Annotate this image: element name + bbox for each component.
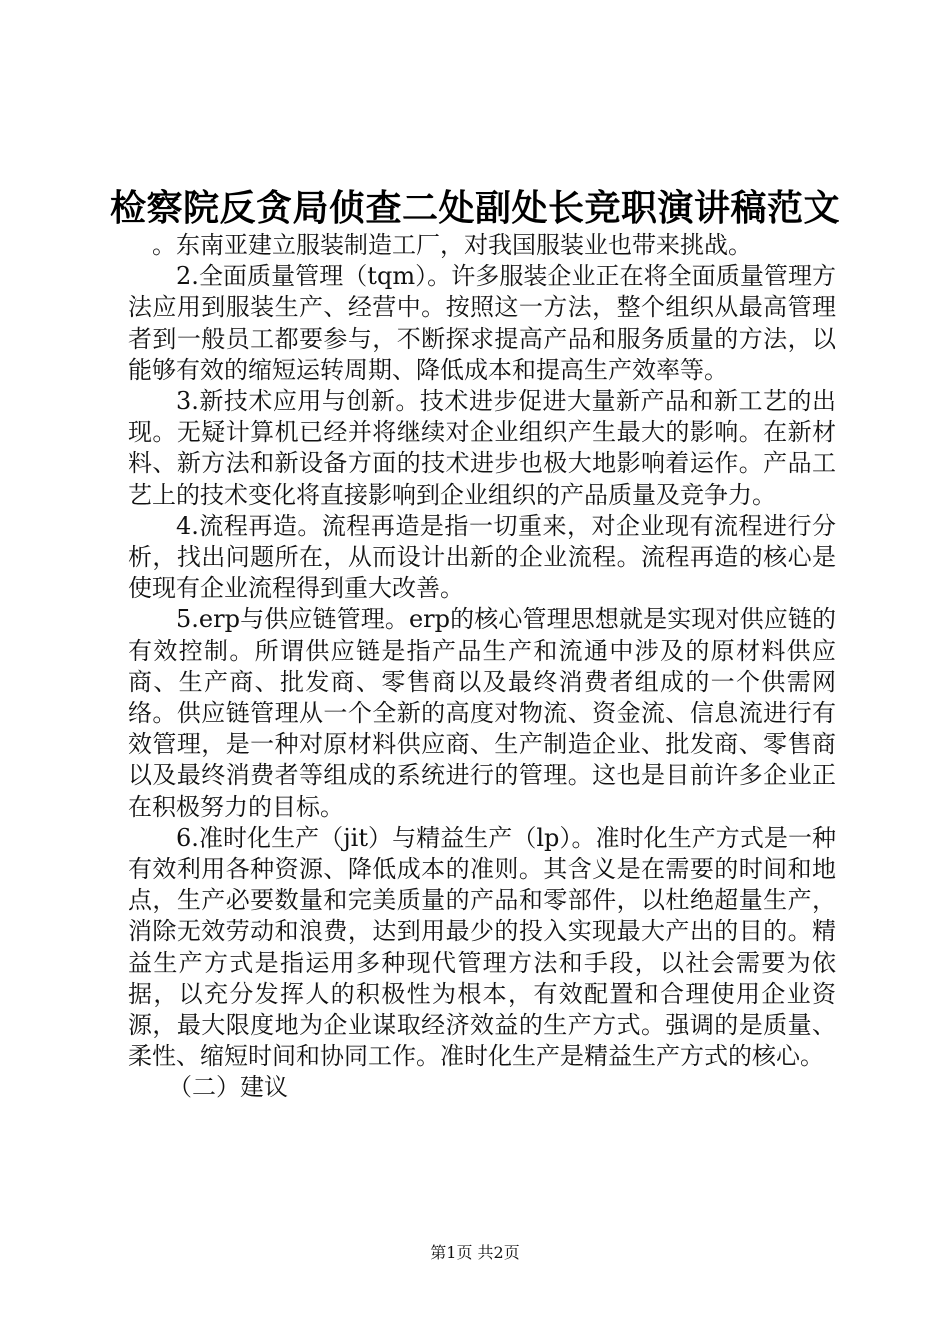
paragraph-technology: 3.新技术应用与创新。技术进步促进大量新产品和新工艺的出现。无疑计算机已经并将继续对企业组织产生最大的影响。在新材料、新方法和新设备方面的技术进步也极大地影响着运作。产品工艺上的技术变化将直接影响到企业组织的产品质量及竞争力。 — [128, 387, 836, 509]
paragraph-process-reengineering: 4.流程再造。流程再造是指一切重来，对企业现有流程进行分析，找出问题所在，从而设计出新的企业流程。流程再造的核心是使现有企业流程得到重大改善。 — [128, 511, 836, 603]
paragraph-intro: 。东南亚建立服装制造工厂，对我国服装业也带来挑战。 — [152, 231, 752, 259]
document-body — [128, 230, 836, 1104]
paragraph-erp-supply-chain: 5.erp与供应链管理。erp的核心管理思想就是实现对供应链的有效控制。所谓供应链是指产品生产和流通中涉及的原材料供应商、生产商、批发商、零售商以及最终消费者组成的一个供需网络。供应链管理从一个全新的高度对物流、资金流、信息流进行有效管理，是一种对原材料供应商、生产制造企业、批发商、零售商以及最终消费者等组成的系统进行的管理。这也是目前许多企业正在积极努力的目标。 — [128, 605, 836, 821]
section-heading-suggestions: （二）建议 — [168, 1073, 288, 1102]
page-footer: 第1页 共2页 — [430, 1243, 520, 1262]
paragraph-tqm: 2.全面质量管理（tqm）。许多服装企业正在将全面质量管理方法应用到服装生产、经营中。按照这一方法，整个组织从最高管理者到一般员工都要参与，不断探求提高产品和服务质量的方法，以能够有效的缩短运转周期、降低成本和提高生产效率等。 — [128, 262, 836, 384]
document-title: 检察院反贪局侦查二处副处长竞职演讲稿范文 — [109, 187, 840, 229]
paragraph-jit-lean: 6.准时化生产（jit）与精益生产（lp）。准时化生产方式是一种有效利用各种资源、降低成本的准则。其含义是在需要的时间和地点，生产必要数量和完美质量的产品和零部件，以杜绝超量生产，消除无效劳动和浪费，达到用最少的投入实现最大产出的目的。精益生产方式是指运用多种现代管理方法和手段，以社会需要为依据，以充分发挥人的积极性为根本，有效配置和合理使用企业资源，最大限度地为企业谋取经济效益的生产方式。强调的是质量、柔性、缩短时间和协同工作。准时化生产是精益生产方式的核心。 — [128, 823, 836, 1071]
